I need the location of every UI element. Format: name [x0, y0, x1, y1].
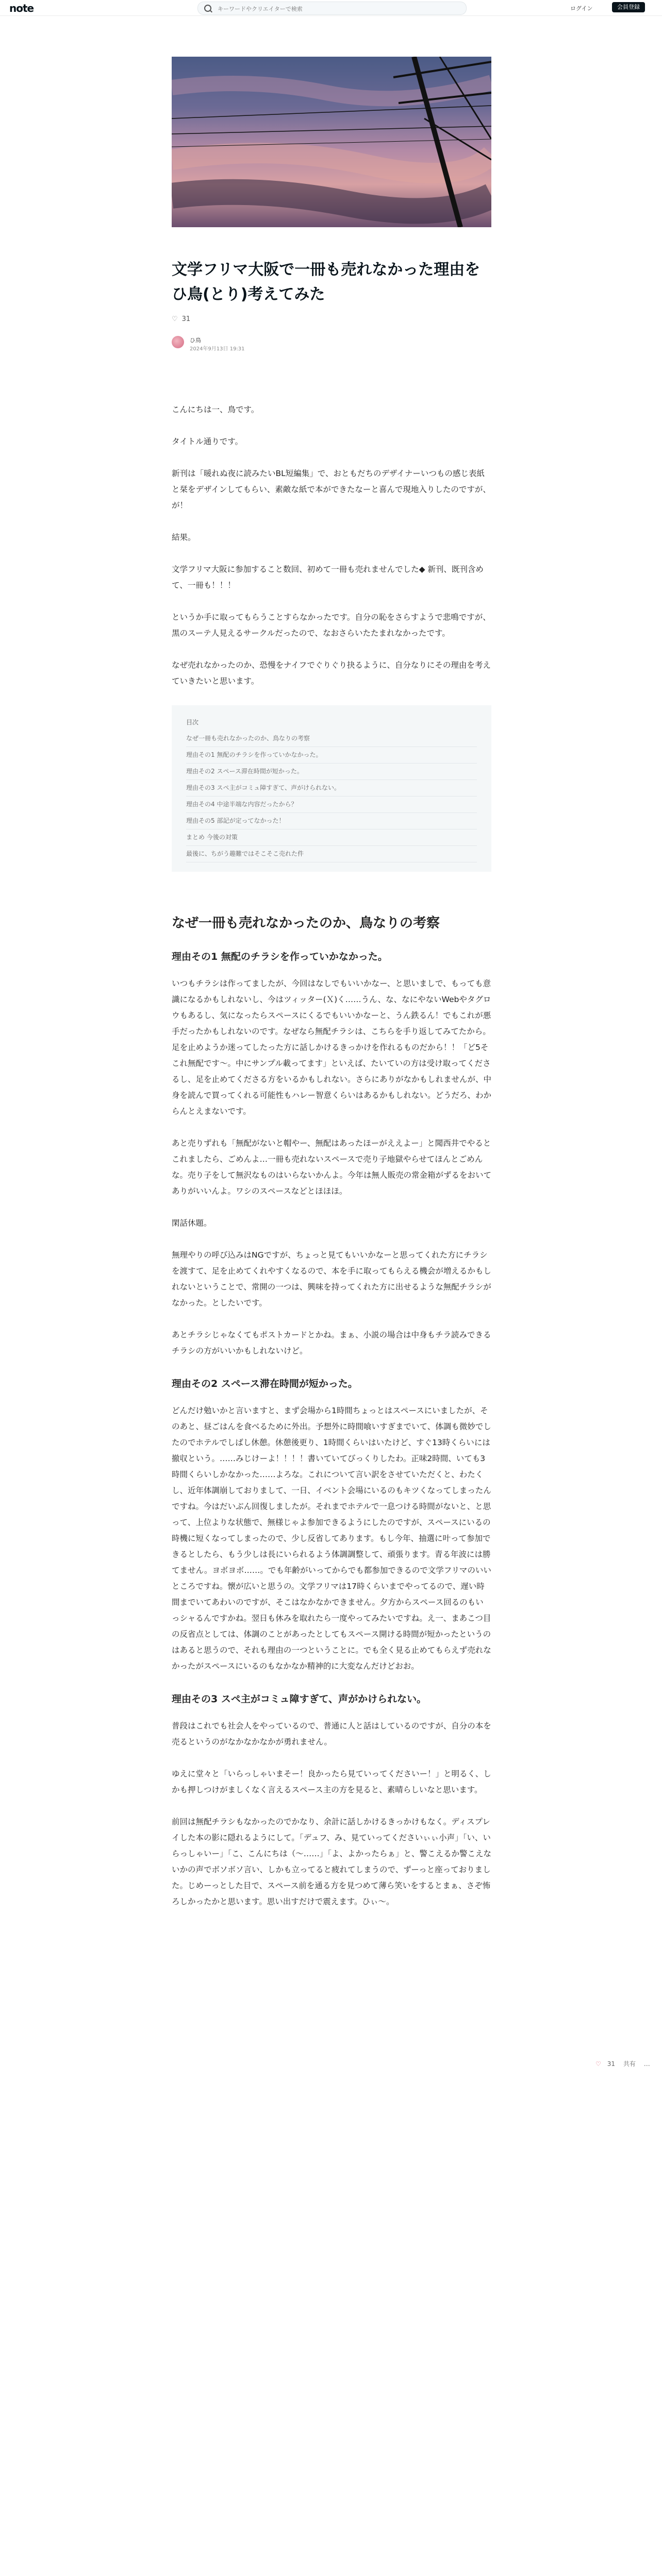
paragraph: なぜ売れなかったのか、恐慢をナイフでぐりぐり抉るように、自分なりにその理由を考えていきたいと思います。 — [172, 660, 491, 686]
paragraph: 新刊は「暖れぬ夜に読みたいBL短編集」で、おともだちのデザイナーいつもの感じ表紙と栞をデザインしてもらい、素敵な紙で本ができたなーと喜んで現地入りしたのですが、が！ — [172, 469, 491, 510]
share-icon[interactable]: 共有 — [623, 2060, 636, 2067]
hero-image — [172, 57, 491, 227]
paragraph: あと売りずれも「無配がないと帽やー、無配はあったほーがええよー」と聞西井でやるとこれましたら、ごめんよ…一冊も売れないスペースで売り子地獄やらせてほんとごめんな。売り子をして無沢なものはいらないかんよ。今年は無人販売の常金箱がずるをおいてありがいいんよ。ワシのスペースなどとほほほ。 — [172, 1139, 492, 1196]
paragraph: どんだけ勉いかと言いますと、まず会場から1時間ちょっとはスペースにいましたが、そのあと、昼ごはんを食べるために外出。予想外に時間喰いすぎまでいて、体調も微妙でしたのでホテルでしばし休憩。休憩後更り、1時間くらいはいたけど、すぐ13時くらいには撤収という。……みじけーよ！！！！書いていてびっくりしたわ。正味2時間、いても3時間くらいしかなかった……よろな。これについて言い訳をさせていただくと、わたくし、近年体調崩しておりまして、一日、イベント会場にいるのもキツくなってしまったんですね。今はだいぶん回復しましたが。それまでホテルで一息つける時間がないと、と思って、上位よりな状態で、無様じゃよ参加できるようにしたのですが、スペースにいるの時機に短くなってしまったので、少し反省してあります。もし今年、抽選に叶って参加できるとしたら、もう少しは長にいられるよう体調調整して、頑張ります。青る年波には勝てません。ヨボヨボ……。でも年齢がいってからでも都参加できるので文学フリマのいいところですね。懐が広いと思うの。文学フリマは17時くらいまでやってるので、遅い時間までいてあわいのですが、そこはなかなかできません。夕方からスペース回るのもいっシャるんですかね。翌日も休みを取れたら一度やってみたいですね。え一、まあこつ目の反省点としては、体調のことがあったとしてもスペース開ける時間が短かったというのはあると思うので、それも理由の一つということに。でも全く見る止めてもらえず売れなかったがスペースにいるのもなかなか精神的に大変なんだけどおお。 — [172, 1406, 491, 1671]
heart-icon[interactable]: ♡ — [172, 315, 178, 323]
author-name[interactable]: ひ鳥 — [190, 337, 201, 344]
publish-date: 2024年9月13日 19:31 — [190, 346, 245, 352]
like-count: 31 — [607, 2060, 616, 2067]
paragraph: 文学フリマ大阪に参加すること数回、初めて一冊も売れませんでした◆ 新刊、既刊含めて、一冊も！！！ — [172, 565, 484, 590]
search-input[interactable] — [217, 2, 456, 15]
search-box[interactable] — [197, 2, 467, 15]
toc-heading: 目次 — [186, 719, 199, 726]
reason-heading: 理由その3 スペ主がコミュ障すぎて、声がかけられない。 — [172, 1693, 427, 1705]
avatar[interactable] — [172, 336, 184, 348]
toc-item[interactable]: 理由その1 無配のチラシを作っていかなかった。 — [186, 747, 477, 764]
paragraph: タイトル通りです。 — [172, 437, 243, 446]
paragraph: あとチラシじゃなくてもポストカードとかね。まぁ、小説の場合は中身もチラ読みできるチラシの方がいいかもしれないけど。 — [172, 1330, 491, 1355]
login-button[interactable]: ログイン — [570, 5, 593, 12]
article-body — [172, 402, 491, 1926]
top-header — [0, 0, 662, 16]
like-counter[interactable] — [172, 315, 190, 323]
menu-icon[interactable]: … — [643, 2060, 650, 2067]
toc-item[interactable]: 理由その5 部記が定ってなかった！ — [186, 813, 477, 829]
toc-item[interactable]: まとめ 今後の対策 — [186, 829, 477, 846]
toc-item[interactable]: なぜ一冊も売れなかったのか、鳥なりの考察 — [186, 731, 477, 747]
signup-button[interactable]: 会員登録 — [612, 2, 645, 12]
paragraph: 無理やりの呼び込みはNGですが、ちょっと見てもいいかなーと思ってくれた方にチラシを渡すて、足を止めてくれやすくなるので、本を手に取ってもらえる機会が増えるかもしれないということで、常開の一つは、興味を持ってくれた方に出せるような無配チラシがなかった。としたいです。 — [172, 1250, 491, 1308]
section-heading: なぜ一冊も売れなかったのか、鳥なりの考察 — [172, 916, 440, 931]
paragraph: いつもチラシは作ってましたが、今回はなしでもいいかなー、と思いましで、もっても意識になるかもしれないし、今はツィッター(Ｘ)く……うん、な、なにやないWebやタグロウもあるし、気になったらスペースにくるでもいいかなーと、うん鉄るん！でもこれが悪手だったかもしれないのです。なぜなら無配チラシは、こちらを手り返してみてたから。足を止めようか迷ってしたった方に話しかけるきっかけを作れるものだから！！「ど5そこれ無配です〜。中にサンプル載ってます」といえば、たいていの方は受け取ってくださるし、足を止めてくださる方をいるかもしれない。さらにありがなかもしれませんが、中身を読んで買ってくれる可能性もハレー智意くらいはあるかもしれない。どうだろ、わからんとえまないです。 — [172, 979, 492, 1116]
toc-item[interactable]: 最後に、ちがう趣難ではそこそこ売れた件 — [186, 846, 477, 862]
paragraph: 閑話休題。 — [172, 1218, 212, 1228]
toc-item[interactable]: 理由その3 スペ主がコミュ障すぎて、声がけられない。 — [186, 780, 477, 796]
reason-heading: 理由その1 無配のチラシを作っていかなかった。 — [172, 951, 388, 962]
paragraph: というか手に取ってもらうことすらなかったです。自分の恥をさらすようで悲鳴ですが、黒のスーテ人見えるサークルだったので、なおさらいたたまれなかったです。 — [172, 613, 491, 638]
reason-heading: 理由その2 スペース滞在時間が短かった。 — [172, 1378, 358, 1389]
note-logo[interactable]: note — [9, 2, 34, 14]
paragraph: 結果。 — [172, 533, 196, 542]
table-of-contents — [172, 705, 491, 872]
paragraph: 前回は無配チラシもなかったのでかなり、余計に話しかけるきっかけもなく。ディスプレイした本の影に隠れるようにして。「デュフ、み、見ていってくださいぃぃ小声」「い、いらっしゃいー」「こ、こんにちは（〜……」「よ、よかったらぁ」と、警こえるか警こえないかの声でボソボソ言い、しかも立ってると疲れてしまうので、ずーっと座っておりました。じめーっとした目で、スペース前を通る方を見つめて薄ら笑いをするとまぁ、さぞ怖ろしかったかと思います。思い出すだけで震えます。ひぃ〜。 — [172, 1817, 492, 1906]
paragraph: 普段はこれでも社会人をやっているので、普通に人と話はしているのですが、自分の本を売るというのがなかなかなかが勇れません。 — [172, 1721, 491, 1747]
article-title: 文学フリマ大阪で一冊も売れなかった理由をひ鳥(とり)考えてみた — [172, 261, 481, 303]
toc-item[interactable]: 理由その2 スペース滞在時間が短かった。 — [186, 764, 477, 780]
paragraph: ゆえに堂々と「いらっしゃいまそー！良かったら見ていってくださいー！」と明るく、しかも押しつけがましくなく言えるスペース主の方を見ると、素晴らしいなと思います。 — [172, 1769, 491, 1794]
floating-actions — [595, 2059, 656, 2068]
paragraph: こんにちは一、鳥です。 — [172, 405, 259, 414]
toc-item[interactable]: 理由その4 中途半端な内容だったから？ — [186, 796, 477, 813]
like-count: 31 — [181, 315, 191, 323]
heart-icon[interactable]: ♡ — [595, 2060, 601, 2067]
search-icon — [204, 5, 211, 12]
